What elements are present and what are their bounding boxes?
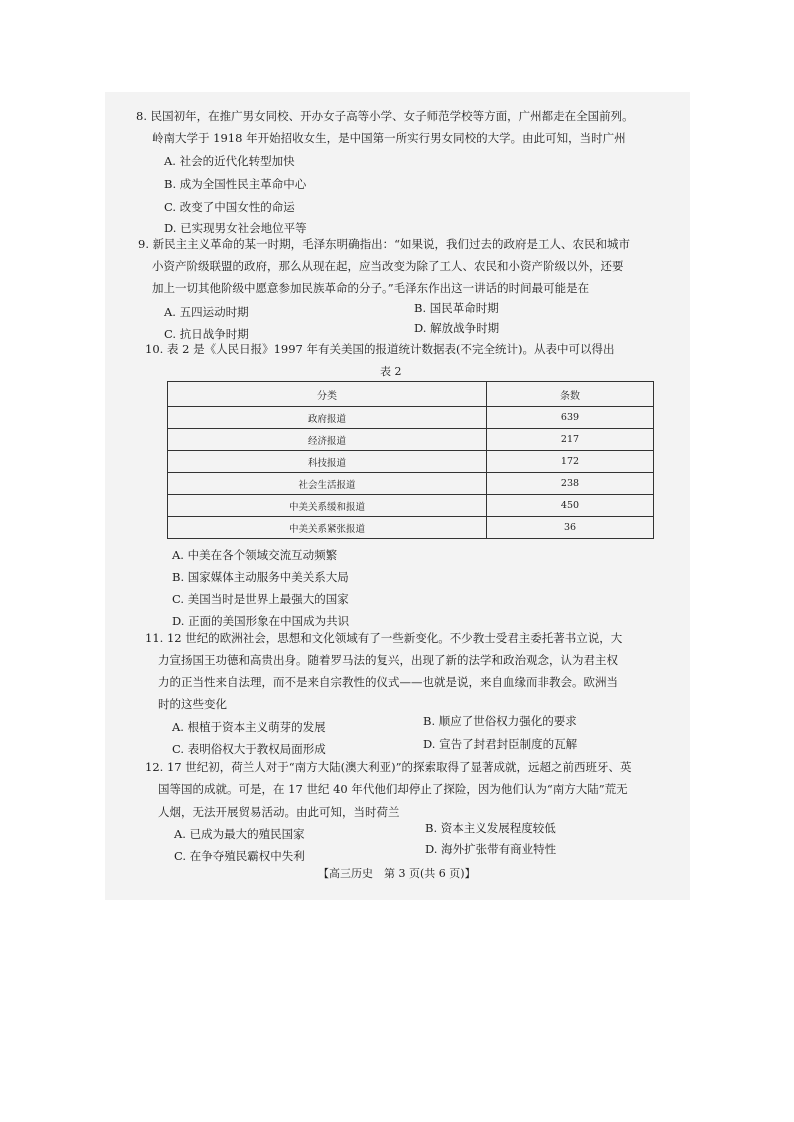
- q8-option-b: B. 成为全国性民主革命中心: [164, 177, 307, 191]
- table-row: [168, 495, 654, 517]
- q11-stem-line1: 11. 12 世纪的欧洲社会，思想和文化领域有了一些新变化。不少教士受君主委托著书立说，大: [145, 631, 623, 645]
- q11-stem-line3: 力的正当性来自法理，而不是来自宗教性的仪式——也就是说，来自血缘而非教会。欧洲当: [158, 675, 618, 689]
- table-cell-category: 经济报道: [168, 429, 487, 451]
- table-cell-category: 社会生活报道: [168, 473, 487, 495]
- table-cell-category: 中美关系缓和报道: [168, 495, 487, 517]
- q11-option-d: D. 宣告了封君封臣制度的瓦解: [423, 737, 578, 751]
- report-statistics-table: [167, 381, 654, 539]
- table-row: [168, 429, 654, 451]
- table-header-row: [168, 382, 654, 407]
- table-cell-count: 172: [487, 451, 654, 473]
- table-caption: 表 2: [380, 365, 402, 378]
- q12-stem-line2: 国等国的成就。可是，在 17 世纪 40 年代他们却停止了探险，因为他们认为“南方大陆”荒无: [158, 782, 628, 796]
- q11-stem-line4: 时的这些变化: [158, 697, 227, 711]
- q8-stem-line1: 8. 民国初年，在推广男女同校、开办女子高等小学、女子师范学校等方面，广州都走在全国前列。: [136, 109, 634, 123]
- table-cell-count: 238: [487, 473, 654, 495]
- q8-option-a: A. 社会的近代化转型加快: [164, 154, 295, 168]
- table-row: [168, 517, 654, 539]
- table-cell-count: 450: [487, 495, 654, 517]
- q10-option-a: A. 中美在各个领域交流互动频繁: [172, 548, 338, 562]
- table-cell-count: 217: [487, 429, 654, 451]
- table-cell-category: 中美关系紧张报道: [168, 517, 487, 539]
- q12-stem-line1: 12. 17 世纪初，荷兰人对于“南方大陆(澳大利亚)”的探索取得了显著成就，远超之前西班牙、英: [145, 760, 632, 774]
- col-header-count: 条数: [487, 382, 654, 407]
- table-cell-category: 政府报道: [168, 407, 487, 429]
- q8-option-c: C. 改变了中国女性的命运: [164, 200, 295, 214]
- q8-option-d: D. 已实现男女社会地位平等: [164, 221, 307, 235]
- q12-option-c: C. 在争夺殖民霸权中失利: [174, 849, 305, 863]
- q10-stem: 10. 表 2 是《人民日报》1997 年有关美国的报道统计数据表(不完全统计)。从表中可以得出: [145, 342, 615, 356]
- q9-option-b: B. 国民革命时期: [414, 301, 499, 315]
- q11-option-b: B. 顺应了世俗权力强化的要求: [423, 714, 577, 728]
- q9-stem-line1: 9. 新民主主义革命的某一时期，毛泽东明确指出：“如果说，我们过去的政府是工人、农民和城市: [138, 237, 631, 251]
- q12-option-d: D. 海外扩张带有商业特性: [425, 842, 557, 856]
- table-row: [168, 407, 654, 429]
- q9-option-d: D. 解放战争时期: [414, 321, 500, 335]
- table-row: [168, 451, 654, 473]
- q9-option-a: A. 五四运动时期: [164, 305, 249, 319]
- q10-option-d: D. 正面的美国形象在中国成为共识: [172, 614, 350, 628]
- q12-stem-line3: 人烟，无法开展贸易活动。由此可知，当时荷兰: [158, 805, 400, 819]
- table-row: [168, 473, 654, 495]
- q10-option-b: B. 国家媒体主动服务中美关系大局: [172, 570, 349, 584]
- q12-option-a: A. 已成为最大的殖民国家: [174, 827, 305, 841]
- q11-stem-line2: 力宣扬国王功德和高贵出身。随着罗马法的复兴，出现了新的法学和政治观念，认为君主权: [158, 653, 618, 667]
- table-cell-category: 科技报道: [168, 451, 487, 473]
- q9-stem-line3: 加上一切其他阶级中愿意参加民族革命的分子。”毛泽东作出这一讲话的时间最可能是在: [152, 281, 590, 295]
- q10-option-c: C. 美国当时是世界上最强大的国家: [172, 592, 349, 606]
- q9-option-c: C. 抗日战争时期: [164, 327, 249, 341]
- q12-option-b: B. 资本主义发展程度较低: [425, 821, 556, 835]
- col-header-category: 分类: [168, 382, 487, 407]
- q11-option-c: C. 表明俗权大于教权局面形成: [172, 742, 326, 756]
- page-footer: 【高三历史 第 3 页(共 6 页)】: [318, 867, 476, 880]
- q9-stem-line2: 小资产阶级联盟的政府，那么从现在起，应当改变为除了工人、农民和小资产阶级以外，还要: [152, 259, 624, 273]
- q8-stem-line2: 岭南大学于 1918 年开始招收女生，是中国第一所实行男女同校的大学。由此可知，当时广州: [152, 131, 626, 145]
- table-cell-count: 36: [487, 517, 654, 539]
- table-cell-count: 639: [487, 407, 654, 429]
- q11-option-a: A. 根植于资本主义萌芽的发展: [172, 720, 326, 734]
